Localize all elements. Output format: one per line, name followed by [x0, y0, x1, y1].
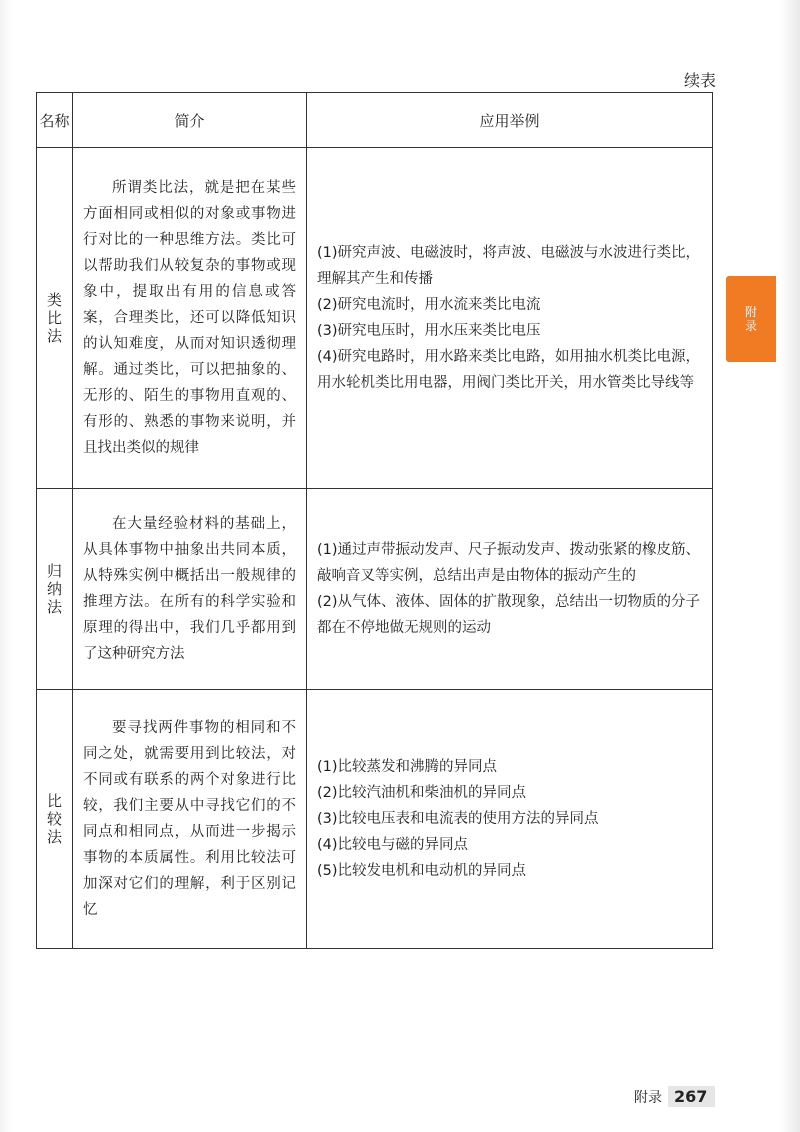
table-header-row — [37, 93, 713, 148]
method-name: 类比法 — [46, 291, 62, 345]
method-name-cell — [37, 148, 73, 489]
header-intro: 简介 — [73, 93, 307, 148]
example-item: (2)研究电流时，用水流来类比电流 — [317, 297, 541, 313]
example-item: (1)研究声波、电磁波时，将声波、电磁波与水波进行类比，理解其产生和传播 — [317, 245, 701, 287]
method-name-cell — [37, 489, 73, 690]
table-row — [37, 148, 713, 489]
continued-label: 续表 — [683, 71, 716, 90]
appendix-side-tab — [726, 276, 776, 362]
example-item: (3)比较电压表和电流表的使用方法的异同点 — [317, 811, 599, 827]
research-methods-table — [36, 92, 713, 949]
table-row — [37, 690, 713, 949]
method-intro: 所谓类比法，就是把在某些方面相同或相似的对象或事物进行对比的一种思维方法。类比可以帮助我们从较复杂的事物或现象中，提取出有用的信息或答案，合理类比，还可以降低知识的认知难度，从而对知识透彻理解。通过类比，可以把抽象的、无形的、陌生的事物用直观的、有形的、熟悉的事物来说明，并且找出类似的规律 — [73, 148, 307, 489]
method-examples — [307, 690, 713, 949]
example-item: (2)从气体、液体、固体的扩散现象，总结出一切物质的分子都在不停地做无规则的运动 — [317, 594, 701, 636]
page-footer — [634, 1086, 715, 1107]
footer-section-label: 附录 — [634, 1090, 662, 1106]
method-examples — [307, 148, 713, 489]
header-examples: 应用举例 — [307, 93, 713, 148]
page-number: 267 — [668, 1086, 715, 1107]
example-item: (1)比较蒸发和沸腾的异同点 — [317, 759, 498, 775]
example-item: (2)比较汽油机和柴油机的异同点 — [317, 785, 527, 801]
method-intro: 在大量经验材料的基础上，从具体事物中抽象出共同本质，从特殊实例中概括出一般规律的推理方法。在所有的科学实验和原理的得出中，我们几乎都用到了这种研究方法 — [73, 489, 307, 690]
table-row — [37, 489, 713, 690]
side-tab-label: 附录 — [745, 305, 758, 333]
method-name: 归纳法 — [46, 562, 62, 616]
example-item: (1)通过声带振动发声、尺子振动发声、拨动张紧的橡皮筋、敲响音叉等实例，总结出声是由物体的振动产生的 — [317, 542, 701, 584]
header-name: 名称 — [37, 93, 73, 148]
method-name: 比较法 — [46, 792, 62, 846]
method-intro: 要寻找两件事物的相同和不同之处，就需要用到比较法，对不同或有联系的两个对象进行比较，我们主要从中寻找它们的不同点和相同点，从而进一步揭示事物的本质属性。利用比较法可加深对它们的理解，利于区别记忆 — [73, 690, 307, 949]
example-item: (3)研究电压时，用水压来类比电压 — [317, 323, 541, 339]
method-name-cell — [37, 690, 73, 949]
example-item: (4)研究电路时，用水路来类比电路，如用抽水机类比电源，用水轮机类比用电器，用阀门类比开关，用水管类比导线等 — [317, 349, 701, 391]
example-item: (5)比较发电机和电动机的异同点 — [317, 863, 527, 879]
method-examples — [307, 489, 713, 690]
example-item: (4)比较电与磁的异同点 — [317, 837, 469, 853]
